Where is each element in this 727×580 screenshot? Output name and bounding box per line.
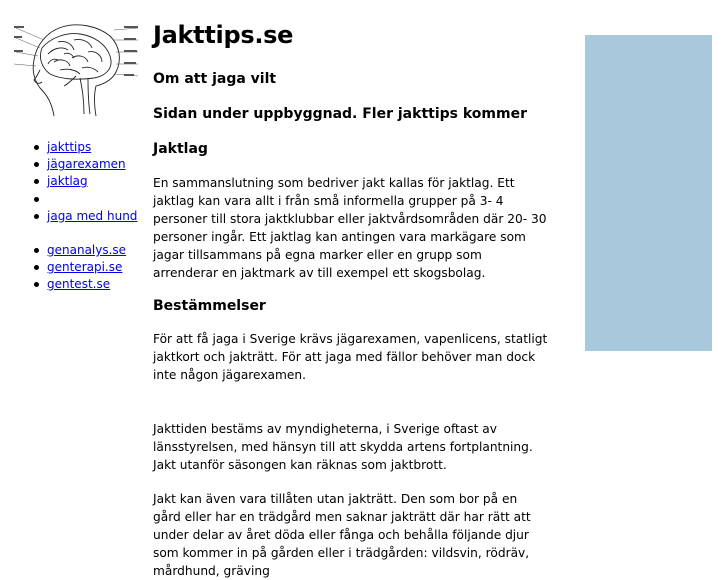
construction-notice: Sidan under uppbyggnad. Fler jakttips kommer <box>153 106 527 122</box>
page-subtitle: Om att jaga vilt <box>153 71 277 87</box>
nav-link-jagarexamen[interactable]: jägarexamen <box>47 157 126 172</box>
nav-item-jagarexamen <box>34 156 149 173</box>
external-links-list <box>34 242 149 294</box>
nav-item-jaga-med-hund <box>34 208 149 225</box>
external-link-gentest[interactable]: gentest.se <box>47 277 111 292</box>
external-link-genanalys[interactable]: genanalys.se <box>47 242 127 257</box>
jakttiden-paragraph-2: Jakt utanför säsongen kan räknas som jaktbrott. <box>153 458 447 472</box>
brain-illustration-icon <box>14 18 140 122</box>
nav-item-jakttips <box>34 139 149 156</box>
main-content <box>153 18 548 580</box>
nav-item-jaktlag <box>34 173 149 190</box>
brain-illustration-logo <box>14 18 140 122</box>
external-item-genterapi <box>34 259 149 276</box>
nav-item-empty <box>34 191 149 208</box>
nav-list <box>34 139 149 225</box>
jakttillstand-paragraph: Jakt kan även vara tillåten utan jakträtt. Den som bor på en gård eller har en trädgård men saknar jakträtt där har rätt att under delar av året döda eller fånga och behålla följande djur som kommer in på gården eller i trädgården: vildsvin, rödräv, mårdhund, gräving <box>153 492 531 578</box>
external-item-gentest <box>34 276 149 293</box>
jakttiden-paragraph-1: Jakttiden bestäms av myndigheterna, i Sverige oftast av länsstyrelsen, med hänsyn till att skydda artens fortplantning. <box>153 422 533 454</box>
nav-link-jaga-med-hund[interactable]: jaga med hund <box>47 208 138 223</box>
external-link-genterapi[interactable]: genterapi.se <box>47 260 123 275</box>
jaktlag-heading: Jaktlag <box>153 141 208 157</box>
jaktlag-paragraph: En sammanslutning som bedriver jakt kallas för jaktlag. Ett jaktlag kan vara allt i från små informella grupper på 3- 4 personer till stora jaktklubbar eller jaktvårdsområden där 20- 30 personer ingår. Ett jaktlag kan antingen vara markägare som jagar tillsammans på egna marker eller en grupp som arrenderar en jaktmark av till exempel ett skogsbolag. <box>153 176 547 280</box>
right-ad-box <box>585 35 712 351</box>
bestammelser-heading: Bestämmelser <box>153 298 266 314</box>
nav-link-jakttips[interactable]: jakttips <box>47 140 92 154</box>
nav-link-jaktlag[interactable]: jaktlag <box>47 174 88 189</box>
external-item-genanalys <box>34 242 149 259</box>
page-title: Jakttips.se <box>153 21 294 49</box>
bestammelser-paragraph: För att få jaga i Sverige krävs jägarexamen, vapenlicens, statligt jaktkort och jakträtt. För att jaga med fällor behöver man dock inte någon jägarexamen. <box>153 332 548 382</box>
sidebar-navigation <box>34 139 149 294</box>
